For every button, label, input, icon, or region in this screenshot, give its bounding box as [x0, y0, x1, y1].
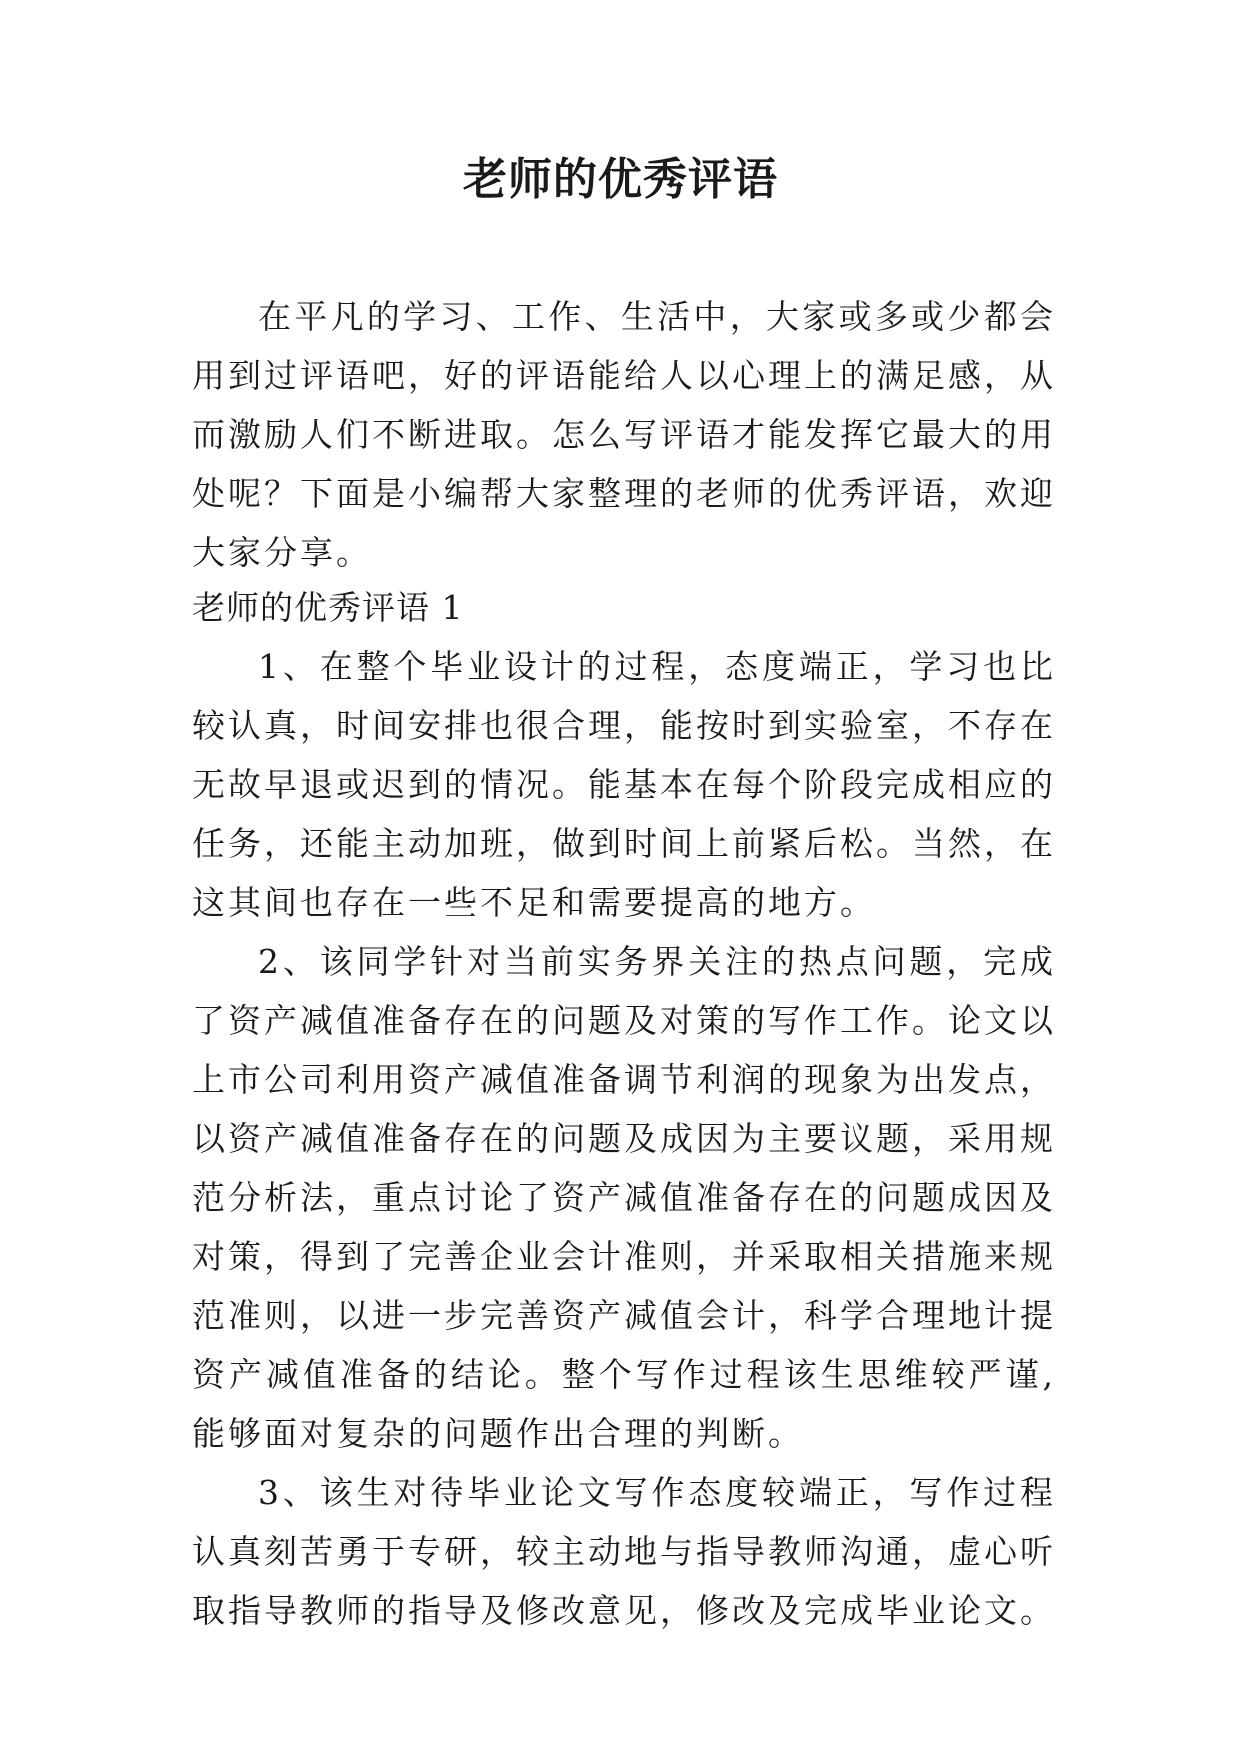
comment-item-3: 3、该生对待毕业论文写作态度较端正，写作过程认真刻苦勇于专研，较主动地与指导教师沟通，虚心听取指导教师的指导及修改意见，修改及完成毕业论文。 [192, 1473, 1056, 1630]
comment-section-1 [192, 578, 1056, 1640]
comment-item-2: 2、该同学针对当前实务界关注的热点问题，完成了资产减值准备存在的问题及对策的写作工作。论文以上市公司利用资产减值准备调节利润的现象为出发点，以资产减值准备存在的问题及成因为主要议题，采用规范分析法，重点讨论了资产减值准备存在的问题成因及对策，得到了完善企业会计准则，并采取相关措施来规范准则，以进一步完善资产减值会计，科学合理地计提资产减值准备的结论。整个写作过程该生思维较严谨,能够面对复杂的问题作出合理的判断。 [192, 942, 1056, 1453]
intro-paragraph: 在平凡的学习、工作、生活中，大家或多或少都会用到过评语吧，好的评语能给人以心理上的满足感，从而激励人们不断进取。怎么写评语才能发挥它最大的用处呢？下面是小编帮大家整理的老师的优秀评语，欢迎大家分享。 [192, 297, 1056, 572]
section-heading: 老师的优秀评语 1 [192, 588, 464, 627]
comment-item-1: 1、在整个毕业设计的过程，态度端正，学习也比较认真，时间安排也很合理，能按时到实验室，不存在无故早退或迟到的情况。能基本在每个阶段完成相应的任务，还能主动加班，做到时间上前紧后松。当然，在这其间也存在一些不足和需要提高的地方。 [192, 647, 1056, 922]
intro-section [192, 287, 1056, 582]
document-title: 老师的优秀评语 [463, 154, 778, 205]
